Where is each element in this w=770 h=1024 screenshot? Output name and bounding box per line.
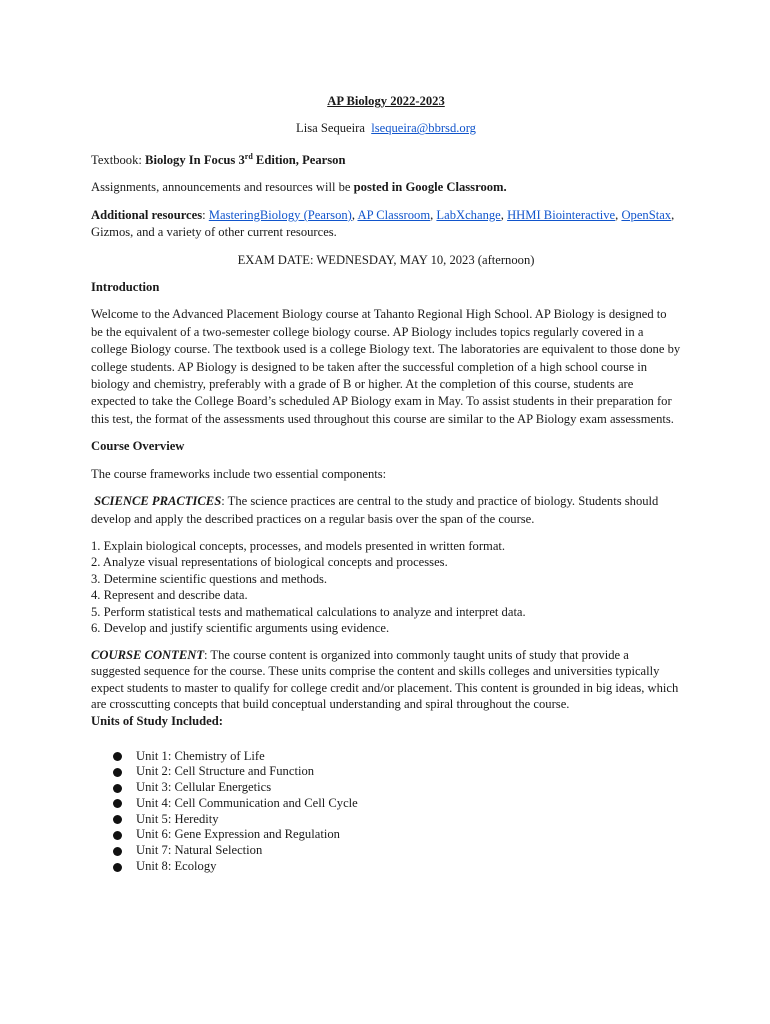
- introduction-body: Welcome to the Advanced Placement Biology course at Tahanto Regional High School. AP Biology is designed to be the equivalent of a two-semester college biology course. AP Biology includes topics regularly covered in a college Biology course. The textbook used is a college Biology text. The laboratories are equivalent to those done by college students. AP Biology is designed to be taken after the successful completion of a high school course in biology and chemistry, preferably with a grade of B or higher. At the completion of this course, students are expected to take the College Board’s scheduled AP Biology exam in May. To assist students in their preparation for this test, the format of the assessments used throughout this course are similar to the AP Biology exam assessments.: [91, 307, 681, 426]
- document-body: [91, 93, 681, 875]
- exam-date: EXAM DATE: WEDNESDAY, MAY 10, 2023 (afternoon): [237, 252, 535, 267]
- document-title-line: [91, 93, 681, 110]
- list-item: 1. Explain biological concepts, processes, and models presented in written format.: [91, 538, 506, 553]
- unit-label: Unit 8: Ecology: [136, 859, 217, 874]
- bullet-icon: [113, 768, 122, 777]
- resources-label: Additional resources: [91, 207, 203, 222]
- list-item: 4. Represent and describe data.: [91, 588, 248, 603]
- list-item: 3. Determine scientific questions and methods.: [91, 571, 328, 586]
- overview-intro: The course frameworks include two essential components:: [91, 466, 387, 481]
- list-item: 6. Develop and justify scientific arguments using evidence.: [91, 621, 390, 636]
- units-heading: [91, 713, 681, 730]
- assignments-bold: posted in Google Classroom.: [353, 180, 507, 195]
- link-hhmi-biointeractive[interactable]: HHMI Biointeractive: [507, 207, 616, 222]
- link-labxchange[interactable]: LabXchange: [436, 207, 501, 222]
- introduction-heading-text: Introduction: [91, 280, 160, 295]
- list-item: [113, 843, 681, 859]
- unit-label: Unit 5: Heredity: [136, 811, 219, 826]
- bullet-icon: [113, 831, 122, 840]
- link-mastering-biology[interactable]: MasteringBiology (Pearson): [208, 207, 352, 222]
- textbook-line: [91, 148, 681, 170]
- list-item: [113, 859, 681, 875]
- document-title: AP Biology 2022-2023: [327, 94, 445, 108]
- units-heading-text: Units of Study Included:: [91, 714, 223, 729]
- textbook-title: Biology In Focus 3: [145, 153, 245, 167]
- link-openstax[interactable]: OpenStax: [621, 207, 672, 222]
- list-item: 5. Perform statistical tests and mathematical calculations to analyze and interpret data.: [91, 604, 526, 619]
- list-item: [113, 827, 681, 843]
- unit-label: Unit 7: Natural Selection: [136, 843, 263, 858]
- assignments-line: [91, 179, 681, 196]
- textbook-edition: Edition, Pearson: [252, 153, 346, 167]
- course-content-label: COURSE CONTENT: [91, 647, 205, 662]
- overview-heading-text: Course Overview: [91, 439, 185, 454]
- course-content-paragraph: [91, 647, 681, 712]
- link-ap-classroom[interactable]: AP Classroom: [357, 207, 431, 222]
- bullet-icon: [113, 815, 122, 824]
- bullet-icon: [113, 752, 122, 761]
- resources-paragraph: Additional resources: MasteringBiology (Pearson), AP Classroom, LabXchange, HHMI Biointeractive, OpenStax, Gizmos, and a variety of other current resources.: [91, 207, 675, 240]
- overview-heading: [91, 438, 681, 455]
- bullet-icon: [113, 799, 122, 808]
- list-item: [113, 749, 681, 765]
- unit-label: Unit 3: Cellular Energetics: [136, 780, 272, 795]
- textbook-superscript: rd: [244, 151, 253, 161]
- bullet-icon: [113, 863, 122, 872]
- list-item: [113, 796, 681, 812]
- list-item: [113, 812, 681, 828]
- assignments-text: Assignments, announcements and resources will be: [91, 180, 354, 195]
- unit-label: Unit 1: Chemistry of Life: [136, 748, 265, 763]
- list-item: [113, 764, 681, 780]
- list-item: 2. Analyze visual representations of biological concepts and processes.: [91, 555, 448, 570]
- science-practices-label: SCIENCE PRACTICES: [94, 494, 222, 509]
- introduction-heading: [91, 279, 681, 296]
- textbook-label: Textbook:: [91, 153, 146, 167]
- course-content-text: : The course content is organized into commonly taught units of study that provide a suggested sequence for the course. These units comprise the content and skills colleges and universities typically expect students to master to qualify for college credit and/or placement. This content is grounded in big ideas, which are crosscutting concepts that build conceptual understanding and spiral throughout the course.: [91, 647, 679, 711]
- unit-label: Unit 6: Gene Expression and Regulation: [136, 827, 340, 842]
- science-practices-list: [91, 538, 681, 637]
- list-item: [113, 780, 681, 796]
- teacher-line: [91, 120, 681, 137]
- teacher-email-link[interactable]: lsequeira@bbrsd.org: [371, 121, 476, 136]
- science-practices-text: : The science practices are central to the study and practice of biology. Students should develop and apply the described practices on a regular basis over the span of the course.: [91, 494, 659, 526]
- bullet-icon: [113, 847, 122, 856]
- resources-tail: , Gizmos, and a variety of other current resources.: [91, 207, 675, 240]
- unit-label: Unit 4: Cell Communication and Cell Cycle: [136, 795, 358, 810]
- units-list: [91, 749, 681, 875]
- bullet-icon: [113, 784, 122, 793]
- unit-label: Unit 2: Cell Structure and Function: [136, 764, 315, 779]
- science-practices-paragraph: [91, 493, 681, 528]
- teacher-name: Lisa Sequeira: [296, 121, 365, 136]
